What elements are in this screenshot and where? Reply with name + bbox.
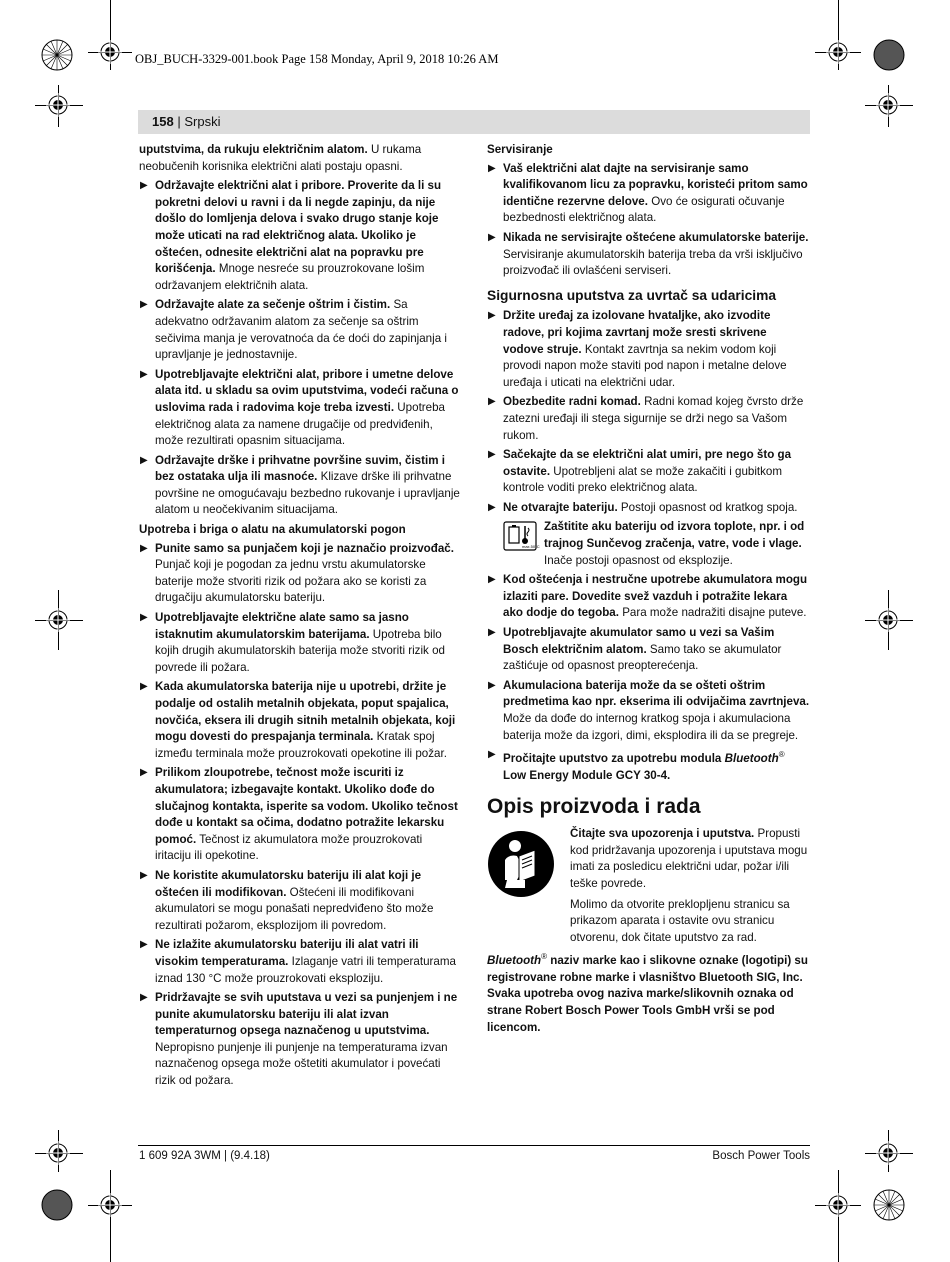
- subheading-servicing: Servisiranje: [487, 143, 553, 156]
- bullet-triangle-icon: ▶: [488, 679, 496, 691]
- bullet-item: ▶ Ne otvarajte bateriju. Postoji opasnost od kratkog spoja.: [487, 500, 810, 517]
- gray-target-icon: [40, 1188, 74, 1222]
- color-target-icon: [40, 38, 74, 72]
- bullet-item: ▶ Držite uređaj za izolovane hvataljke, ako izvodite radove, pri kojima zavrtanj može sresti skrivene vodove struje. Kontakt zavrtnja sa nekim vodom koji provodi napon može staviti pod napon i metalne delove uređaja i uticati na električni udar.: [488, 309, 787, 389]
- page-header: [152, 114, 220, 129]
- bullet-triangle-icon: ▶: [140, 299, 148, 311]
- registration-mark-icon: [98, 1193, 122, 1217]
- bullet-triangle-icon: ▶: [488, 231, 496, 243]
- section-heading-impact-driver: Sigurnosna uputstva za uvrtač sa udaricima: [487, 287, 777, 303]
- bullet-item: ▶ Upotrebljavajte električni alat, pribore i umetne delove alata itd. u skladu sa ovim uputstvima, vodeći računa o uslovima rada i radovima koje treba izvesti. Upotreba električnog alata za namene drugačije od predviđenih, može rezultirati opasnim situacijama.: [140, 367, 459, 448]
- bullet-item: ▶ Pridržavajte se svih uputstava u vezi sa punjenjem i ne punite akumulatorsku bateriju ili alat izvan temperaturnog opsega naznačenog u uputstvima. Nepropisno punjenje ili punjenje na temperaturama izvan naznačenog opsega može oštetiti akumulator i povećati rizik od požara.: [140, 991, 458, 1088]
- registration-mark-icon: [46, 93, 70, 117]
- registration-mark-icon: [876, 93, 900, 117]
- left-column: [139, 142, 461, 1093]
- bullet-item: ▶ Održavajte drške i prihvatne površine suvim, čistim i bez ostataka ulja ili masnoće. Klizave drške ili prihvatne površine ne omogućavaju bezbedno rukovanje i upravljanje alatom u neočekivanim situacijama.: [140, 453, 460, 517]
- bullet-triangle-icon: ▶: [140, 542, 148, 554]
- bullet-triangle-icon: ▶: [488, 749, 496, 761]
- bullet-item: ▶ Sačekajte da se električni alat umiri, pre nego što ga ostavite. Upotrebljeni alat se može zakačiti i gubitkom kontrole voditi preko električnog alata.: [488, 448, 792, 495]
- gray-target-icon: [872, 38, 906, 72]
- bullet-item: ▶ Kod oštećenja i nestručne upotrebe akumulatora mogu izlaziti pare. Dovedite svež vazduh i potražite lekara ako dodje do tegoba. Para može nadražiti disajne puteve.: [488, 573, 808, 620]
- page-number: 158: [152, 114, 174, 129]
- bullet-item: ▶ Održavajte alate za sečenje oštrim i čistim. Sa adekvatno održavanim alatom za sečenje sa oštrim sečivima manja je verovatnoća da će doći do zapinjanja i upravljanje je jednostavnije.: [140, 298, 447, 362]
- header-separator: |: [177, 114, 181, 129]
- bullet-item: ▶ Upotrebljavajte akumulator samo u vezi sa Vašim Bosch električnim alatom. Samo tako se akumulator zaštićuje od opasnost preopterećenja.: [488, 626, 782, 673]
- color-target-icon: [872, 1188, 906, 1222]
- bullet-item: ▶ Ne izlažite akumulatorsku bateriju ili alat vatri ili visokim temperaturama. Izlaganje vatri ili temperaturama iznad 130 °C može prouzrokovati eksploziju.: [140, 938, 456, 985]
- bullet-item: ▶ Obezbedite radni komad. Radni komad kojeg čvrsto drže zatezni uređaji ili stega sigurnije se drži nego sa Vašom rukom.: [488, 395, 804, 442]
- registration-mark-icon: [98, 40, 122, 64]
- right-column: [487, 142, 810, 1039]
- bullet-item: ▶ Vaš električni alat dajte na servisiranje samo kvalifikovanom licu za popravku, koristeći pritom samo identične rezervne delove. Ovo će osigurati očuvanje bezbednosti električnog alata.: [488, 161, 808, 225]
- subheading-battery-tools: Upotreba i briga o alatu na akumulatorski pogon: [139, 523, 406, 537]
- registration-mark-icon: [876, 1141, 900, 1165]
- heat-warning-note: max.50°C Zaštitite aku bateriju od izvora toplote, npr. i od trajnog Sunčevog zračenja, vatre, vode i vlage. Inače postoji opasnost od eksplozije.: [487, 519, 810, 569]
- battery-temperature-icon: [503, 521, 540, 551]
- bullet-triangle-icon: ▶: [488, 162, 496, 174]
- bullet-item: ▶ Kada akumulatorska baterija nije u upotrebi, držite je podalje od ostalih metalnih objekata, poput spajalica, novčića, eksera ili drugih sitnih metalnih objekata, koji mogu dovesti do prespajanja terminala. Kratak spoj između terminala može prouzrokovati opekotine ili požar.: [140, 680, 456, 760]
- intro-bold-text: uputstvima, da rukuju električnim alatom.: [139, 143, 368, 156]
- read-instructions-note: Čitajte sva upozorenja i uputstva. Propusti kod pridržavanja upozorenja i uputstava mogu imati za posledicu električni udar, požar i/ili teške povrede. Molimo da otvorite preklopljenu stranicu sa prikazom aparata i ostavite ovu stranicu otvorenu, dok čitate uputstvo za rad.: [487, 826, 810, 946]
- product-description-heading: Opis proizvoda i rada: [487, 795, 701, 819]
- bullet-triangle-icon: ▶: [140, 454, 148, 466]
- registration-mark-icon: [46, 1141, 70, 1165]
- print-info-line: OBJ_BUCH-3329-001.book Page 158 Monday, April 9, 2018 10:26 AM: [135, 52, 499, 66]
- bullet-triangle-icon: ▶: [488, 627, 496, 639]
- svg-text:max.50°C: max.50°C: [522, 544, 540, 550]
- bullet-triangle-icon: ▶: [488, 396, 496, 408]
- bullet-triangle-icon: ▶: [140, 681, 148, 693]
- bullet-item: ▶ Ne koristite akumulatorsku bateriju ili alat koji je oštećen ili modifikovan. Oštećeni ili modifikovani akumulatori se mogu ponašati nepredviđeno što može rezultirati požarom, eksplozijom ili povredom.: [140, 868, 434, 932]
- registration-mark-icon: [826, 40, 850, 64]
- fold-note: Molimo da otvorite preklopljenu stranicu sa prikazom aparata i ostavite ovu stranicu otvorenu, dok čitate uputstvo za rad.: [570, 897, 790, 944]
- bullet-item: ▶ Upotrebljavajte električne alate samo sa jasno istaknutim akumulatorskim baterijama. Upotreba bilo kojih drugih akumulatorskih baterija može stvoriti rizik od povrede ili požara.: [140, 611, 445, 674]
- bullet-triangle-icon: ▶: [140, 767, 148, 779]
- intro-text: U rukama neobučenih korisnika električni alati postaju opasni.: [139, 143, 422, 173]
- bullet-triangle-icon: ▶: [488, 449, 496, 461]
- bullet-item: ▶ Prilikom zloupotrebe, tečnost može iscuriti iz akumulatora; izbegavajte kontakt. Ukoliko dođe do slučajnog kontakta, isperite sa vodom. Ukoliko tečnost dođe u kontakt sa očima, dodatno potražite lekarsku pomoć. Tečnost iz akumulatora može prouzrokovati iritaciju ili opekotine.: [140, 766, 458, 863]
- header-language: Srpski: [184, 114, 221, 129]
- trademark-notice: Bluetooth® naziv marke kao i slikovne oznake (logotipi) su registrovane robne marke i vlasništvo Bluetooth SIG, Inc. Svaka upotreba ovog naziva marke/slikovnih oznaka od strane Robert Bosch Power Tools GmbH vrši se pod licencom.: [487, 952, 808, 1034]
- bullet-item: ▶ Nikada ne servisirajte oštećene akumulatorske baterije. Servisiranje akumulatorskih baterija treba da vrši isključivo proizvođač ili ovlašćeni serviseri.: [488, 230, 809, 278]
- bullet-triangle-icon: ▶: [140, 869, 148, 881]
- bullet-item: ▶ Održavajte električni alat i pribore. Proverite da li su pokretni delovi u ravni i da li negde zapinju, da nije došlo do lomljenja delova i svako drugo stanje koje može uticati na rad električnog alata. Ukoliko je oštećen, odnesite električni alat na popravku pre korišćenja. Mnoge nesreće su prouzrokovane lošim održavanjem električnih alata.: [140, 179, 442, 292]
- bullet-triangle-icon: ▶: [140, 612, 148, 624]
- intro-paragraph: [139, 142, 461, 175]
- bullet-triangle-icon: ▶: [140, 180, 148, 192]
- bullet-triangle-icon: ▶: [488, 310, 496, 322]
- footer-rule: [138, 1145, 810, 1146]
- bullet-triangle-icon: ▶: [140, 992, 148, 1004]
- read-manual-icon: [487, 830, 555, 898]
- bullet-item: ▶ Akumulaciona baterija može da se ošteti oštrim predmetima kao npr. ekserima ili odvijačima zavrtnjeva. Može da dođe do internog kratkog spoja i akumulaciona baterija može da izgori, dimi, eksplodira ili da se pregreje.: [488, 678, 810, 742]
- footer-doc-code: 1 609 92A 3WM | (9.4.18): [139, 1150, 270, 1162]
- bullet-triangle-icon: ▶: [140, 368, 148, 380]
- footer-brand: Bosch Power Tools: [712, 1150, 810, 1162]
- registration-mark-icon: [826, 1193, 850, 1217]
- bullet-triangle-icon: ▶: [140, 939, 148, 951]
- bullet-triangle-icon: ▶: [488, 501, 496, 513]
- bullet-triangle-icon: ▶: [488, 574, 496, 586]
- registration-mark-icon: [46, 608, 70, 632]
- registration-mark-icon: [876, 608, 900, 632]
- bullet-item-bluetooth: ▶ Pročitajte uputstvo za upotrebu modula Bluetooth® Low Energy Module GCY 30-4.: [488, 749, 785, 782]
- bullet-item: ▶ Punite samo sa punjačem koji je naznačio proizvođač. Punjač koji je pogodan za jednu vrstu akumulatorske baterije može stvoriti rizik od požara ako se koristi za drugačiju akumulatorsku bateriju.: [140, 541, 454, 605]
- page-header-bar: [138, 110, 810, 134]
